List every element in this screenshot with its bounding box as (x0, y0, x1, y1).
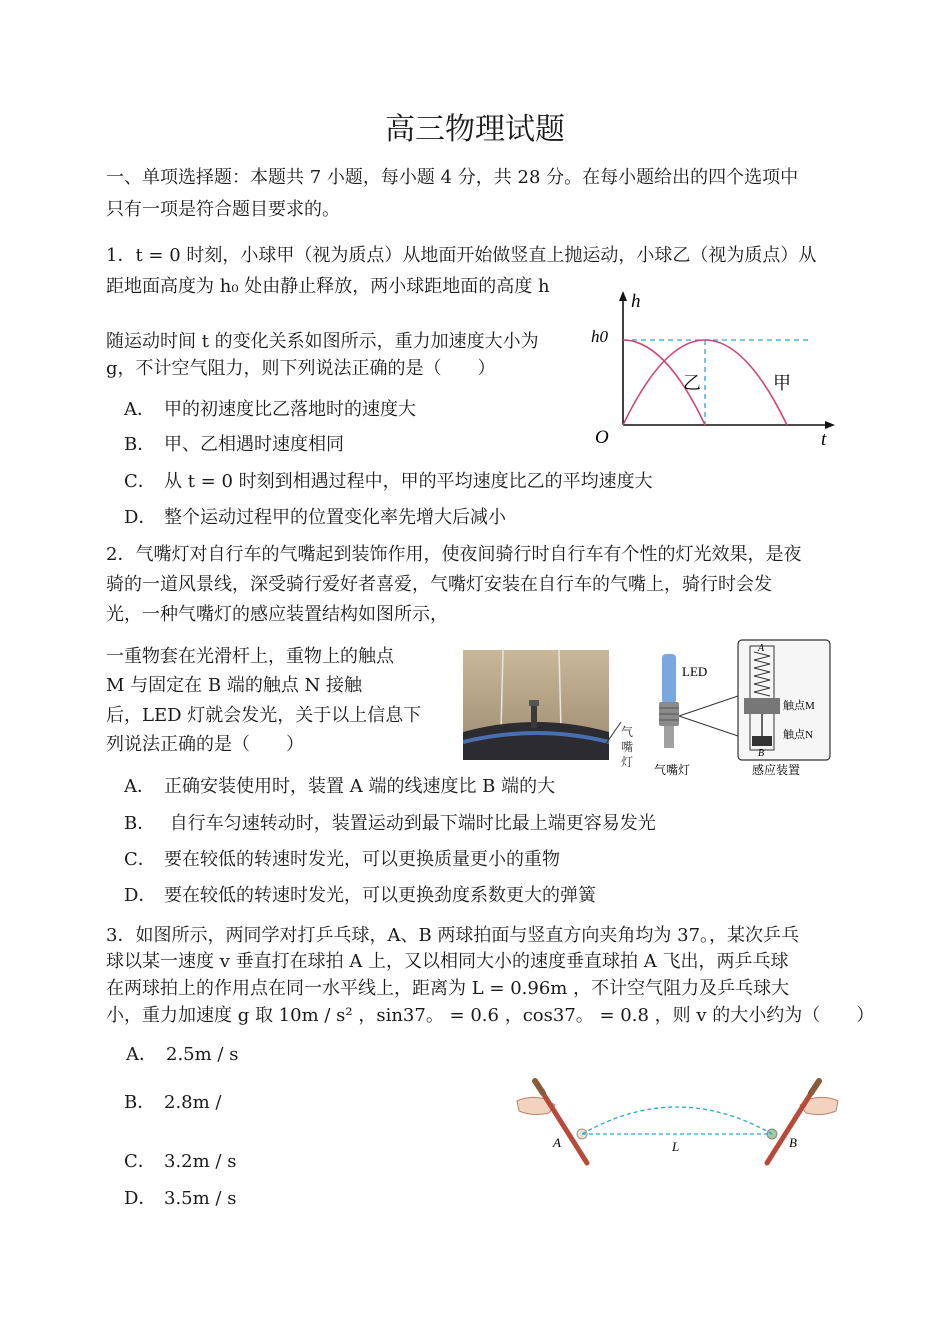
q2-option-d[interactable] (124, 884, 596, 908)
q1-option-d[interactable] (124, 506, 506, 530)
q1-option-a[interactable] (124, 398, 416, 422)
photo-caption-3: 灯 (621, 755, 634, 769)
option-text: 正确安装使用时，装置 A 端的线速度比 B 端的大 (164, 776, 556, 797)
section-heading-line2: 只有一项是符合题目要求的。 (106, 199, 340, 220)
origin-label: O (595, 427, 609, 448)
q1-option-b[interactable] (124, 433, 344, 457)
q1-stem-line4: g，不计空气阻力，则下列说法正确的是（ ） (106, 358, 496, 379)
option-text: 2.8m / (164, 1092, 222, 1113)
q2-stem-line6: 后，LED 灯就会发光，关于以上信息下 (106, 705, 422, 726)
bike-wheel-photo (463, 650, 643, 770)
contact-m-label: 触点M (783, 700, 815, 712)
valve-lamp-diagram (648, 636, 838, 784)
contact-n-block (752, 736, 772, 746)
q2-stem-line1: 2．气嘴灯对自行车的气嘴起到装饰作用，使夜间骑行时自行车有个性的灯光效果，是夜 (106, 544, 802, 565)
contact-n-label: 触点N (783, 729, 813, 741)
lamp-stem (664, 726, 674, 748)
paddle-a-handle (535, 1081, 543, 1093)
end-a-label: A (758, 643, 765, 654)
option-text: 甲的初速度比乙落地时的速度大 (164, 399, 416, 420)
curve-jia-label: 甲 (773, 373, 791, 393)
option-text: 自行车匀速转动时，装置运动到最下端时比最上端更容易发光 (164, 813, 656, 834)
option-text: 2.5m / s (166, 1044, 239, 1065)
x-axis-label: t (821, 429, 827, 450)
valve-cap (529, 700, 539, 706)
q1-stem-line3: 随运动时间 t 的变化关系如图所示，重力加速度大小为 (106, 331, 539, 352)
q2-stem-line4: 一重物套在光滑杆上，重物上的触点 (106, 646, 394, 667)
q2-option-b[interactable] (124, 812, 656, 836)
option-label: C． (124, 849, 156, 870)
trajectory-arc (582, 1107, 772, 1134)
q2-stem-line3: 光，一种气嘴灯的感应装置结构如图所示， (106, 604, 448, 625)
lamp-label: 气嘴灯 (654, 763, 691, 777)
option-label: B． (124, 1092, 156, 1113)
q2-stem-line5: M 与固定在 B 端的触点 N 接触 (106, 675, 363, 696)
q3-stem-line4: 小，重力加速度 g 取 10m / s² ，sin37。 = 0.6 ，cos37。 = 0.8 ，则 v 的大小约为（ ） (106, 1005, 875, 1026)
q3-option-d[interactable] (124, 1187, 236, 1211)
weight-block (744, 698, 780, 714)
device-label: 感应装置 (752, 763, 801, 777)
option-text: 甲、乙相遇时速度相同 (164, 434, 344, 455)
q2-stem-line2: 骑的一道风景线，深受骑行爱好者喜爱，气嘴灯安装在自行车的气嘴上，骑行时会发 (106, 574, 772, 595)
q1-option-c[interactable] (124, 470, 653, 494)
led-label: LED (682, 664, 708, 679)
paddle-a (539, 1087, 587, 1163)
q2-stem-line7: 列说法正确的是（ ） (106, 734, 304, 755)
valve-stem (531, 704, 537, 728)
x-axis-arrow (825, 421, 835, 429)
y-axis-arrow (619, 291, 627, 301)
page-title: 高三物理试题 (385, 112, 565, 147)
option-label: C． (124, 471, 156, 492)
q1-ht-graph (585, 285, 845, 455)
q1-stem-line2: 距地面高度为 h₀ 处由静止释放，两小球距地面的高度 h (106, 276, 550, 297)
q3-option-b[interactable] (124, 1091, 221, 1115)
option-text: 3.5m / s (164, 1188, 237, 1209)
pingpong-figure (515, 1075, 840, 1175)
option-text: 要在较低的转速时发光，可以更换劲度系数更大的弹簧 (164, 885, 596, 906)
option-text: 从 t = 0 时刻到相遇过程中，甲的平均速度比乙的平均速度大 (164, 471, 653, 492)
q3-option-a[interactable] (126, 1043, 238, 1067)
h0-label: h0 (591, 327, 608, 346)
option-label: D． (124, 507, 157, 528)
option-text: 3.2m / s (164, 1151, 237, 1172)
label-a: A (553, 1135, 561, 1150)
q3-option-c[interactable] (124, 1150, 236, 1174)
paddle-b (767, 1087, 815, 1163)
option-label: B． (124, 434, 156, 455)
option-label: D． (124, 1188, 157, 1209)
q2-option-c[interactable] (124, 848, 560, 872)
photo-caption-1: 气 (621, 725, 634, 739)
callout-line (679, 696, 738, 716)
q2-option-a[interactable] (124, 775, 555, 799)
option-label: A． (124, 776, 155, 797)
label-b: B (789, 1135, 797, 1150)
option-text: 整个运动过程甲的位置变化率先增大后减小 (164, 507, 506, 528)
option-text: 要在较低的转速时发光，可以更换质量更小的重物 (164, 849, 560, 870)
option-label: C． (124, 1151, 156, 1172)
curve-yi-label: 乙 (683, 373, 701, 393)
q3-stem-line3: 在两球拍上的作用点在同一水平线上，距离为 L = 0.96m ，不计空气阻力及乒乓球大 (106, 978, 790, 999)
q3-stem-line2: 球以某一速度 v 垂直打在球拍 A 上，又以相同大小的速度垂直球拍 A 飞出，两乒乓球 (106, 951, 789, 972)
callout-line (679, 716, 738, 736)
q3-stem-line1: 3．如图所示，两同学对打乒乓球，A、B 两球拍面与竖直方向夹角均为 37。，某次乒乓 (106, 925, 800, 946)
q1-stem-line1: 1．t = 0 时刻，小球甲（视为质点）从地面开始做竖直上抛运动，小球乙（视为质点）从 (106, 245, 817, 266)
paddle-b-handle (811, 1081, 819, 1093)
option-label: B． (124, 813, 156, 834)
photo-caption-2: 嘴 (621, 740, 634, 754)
option-label: D． (124, 885, 157, 906)
label-l: L (672, 1139, 680, 1154)
y-axis-label: h (631, 291, 641, 312)
option-label: A． (126, 1044, 157, 1065)
section-heading-line1: 一、单项选择题：本题共 7 小题，每小题 4 分，共 28 分。在每小题给出的四个选项中 (106, 167, 799, 188)
option-label: A． (124, 399, 155, 420)
end-b-label: B (758, 748, 765, 759)
led-tube (662, 654, 676, 704)
